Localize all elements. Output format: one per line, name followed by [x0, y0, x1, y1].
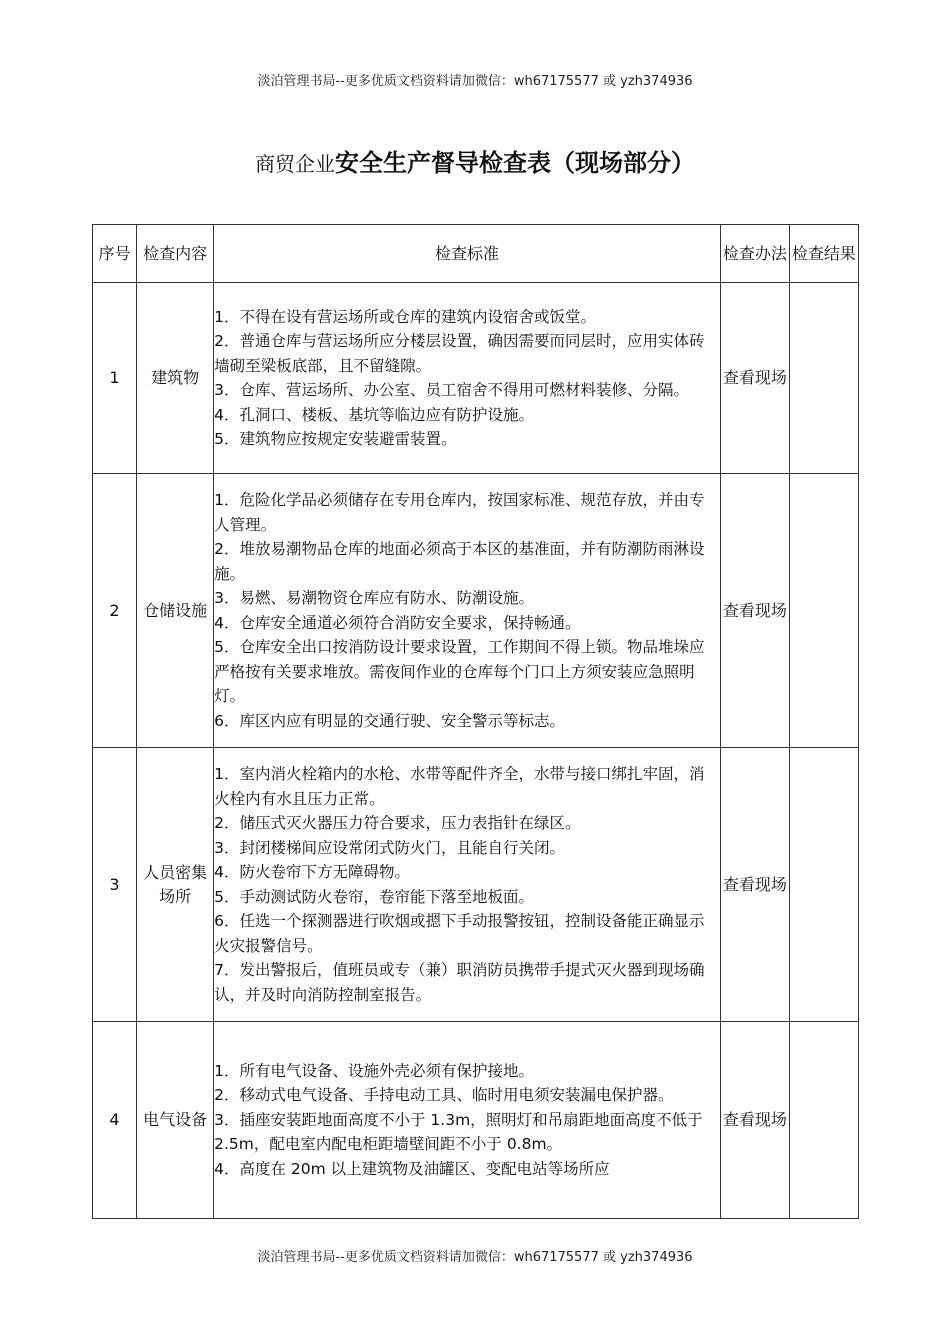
standard-line: 1．室内消火栓箱内的水枪、水带等配件齐全，水带与接口绑扎牢固，消火栓内有水且压力正常。 — [214, 765, 705, 808]
row-result[interactable] — [789, 748, 858, 1022]
row-result[interactable] — [789, 474, 858, 748]
row-method: 查看现场 — [720, 1022, 789, 1219]
table-row — [93, 748, 859, 1022]
header-no: 序号 — [93, 225, 137, 283]
standard-line: 3．封闭楼梯间应设常闭式防火门，且能自行关闭。 — [214, 838, 566, 857]
row-method: 查看现场 — [720, 748, 789, 1022]
standard-line: 5．仓库安全出口按消防设计要求设置，工作期间不得上锁。物品堆垛应严格按有关要求堆放。需夜间作业的仓库每个门口上方须安装应急照明灯。 — [214, 638, 705, 705]
standard-line: 2．移动式电气设备、手持电动工具、临时用电须安装漏电保护器。 — [214, 1086, 674, 1105]
row-no: 1 — [93, 283, 137, 474]
standard-line: 1．不得在设有营运场所或仓库的建筑内设宿舍或饭堂。 — [214, 307, 597, 326]
footer-note: 淡泊管理书局--更多优质文档资料请加微信：wh67175577 或 yzh374936 — [257, 1250, 693, 1265]
standard-line: 5．手动测试防火卷帘，卷帘能下落至地板面。 — [214, 887, 535, 906]
header-item: 检查内容 — [137, 225, 214, 283]
standard-line: 4．仓库安全通道必须符合消防安全要求，保持畅通。 — [214, 613, 581, 632]
header-method: 检查办法 — [720, 225, 789, 283]
row-standards — [214, 283, 721, 474]
header-note: 淡泊管理书局--更多优质文档资料请加微信：wh67175577 或 yzh374936 — [257, 74, 693, 89]
standard-line: 4．防火卷帘下方无障碍物。 — [214, 863, 411, 881]
table-row — [93, 1022, 859, 1219]
standard-line: 6．库区内应有明显的交通行驶、安全警示等标志。 — [214, 711, 566, 730]
row-item: 仓储设施 — [137, 474, 214, 748]
standard-line: 6．任选一个探测器进行吹烟或摁下手动报警按钮，控制设备能正确显示火灾报警信号。 — [214, 912, 705, 955]
standard-line: 3．插座安装距地面高度不小于 1.3m，照明灯和吊扇距地面高度不低于 2.5m，配电室内配电柜距墙壁间距不小于 0.8m。 — [214, 1110, 703, 1154]
row-item: 人员密集场所 — [137, 748, 214, 1022]
standard-line: 4．孔洞口、楼板、基坑等临边应有防护设施。 — [214, 405, 535, 424]
row-no: 3 — [93, 748, 137, 1022]
row-item: 电气设备 — [137, 1022, 214, 1219]
standard-line: 1．所有电气设备、设施外壳必须有保护接地。 — [214, 1061, 535, 1080]
row-result[interactable] — [789, 283, 858, 474]
standard-line: 2．储压式灭火器压力符合要求，压力表指针在绿区。 — [214, 814, 581, 832]
row-item: 建筑物 — [137, 283, 214, 474]
table-row — [93, 474, 859, 748]
row-no: 4 — [93, 1022, 137, 1219]
row-standards — [214, 748, 721, 1022]
standard-line: 7．发出警报后，值班员或专（兼）职消防员携带手提式灭火器到现场确认，并及时向消防控制室报告。 — [214, 961, 705, 1004]
title-prefix: 商贸企业 — [255, 152, 335, 176]
standard-line: 4．高度在 20m 以上建筑物及油罐区、变配电站等场所应 — [214, 1159, 610, 1178]
table-header-row — [93, 225, 859, 283]
row-no: 2 — [93, 474, 137, 748]
standard-line: 2．普通仓库与营运场所应分楼层设置，确因需要而同层时，应用实体砖墙砌至梁板底部，且不留缝隙。 — [214, 332, 705, 375]
standard-line: 1．危险化学品必须储存在专用仓库内，按国家标准、规范存放，并由专人管理。 — [214, 491, 705, 534]
standard-line: 3．易燃、易潮物资仓库应有防水、防潮设施。 — [214, 589, 535, 607]
title-main: 安全生产督导检查表（现场部分） — [335, 149, 695, 177]
header-result: 检查结果 — [789, 225, 858, 283]
row-standards — [214, 1022, 721, 1219]
row-standards — [214, 474, 721, 748]
standard-line: 3．仓库、营运场所、办公室、员工宿舍不得用可燃材料装修、分隔。 — [214, 381, 690, 399]
header-standard: 检查标准 — [214, 225, 721, 283]
standard-line: 2．堆放易潮物品仓库的地面必须高于本区的基准面，并有防潮防雨淋设施。 — [214, 540, 705, 583]
row-method: 查看现场 — [720, 474, 789, 748]
page-title — [0, 143, 950, 178]
inspection-table — [92, 224, 859, 1219]
table-row — [93, 283, 859, 474]
row-result[interactable] — [789, 1022, 858, 1219]
row-method: 查看现场 — [720, 283, 789, 474]
standard-line: 5．建筑物应按规定安装避雷装置。 — [214, 430, 457, 448]
